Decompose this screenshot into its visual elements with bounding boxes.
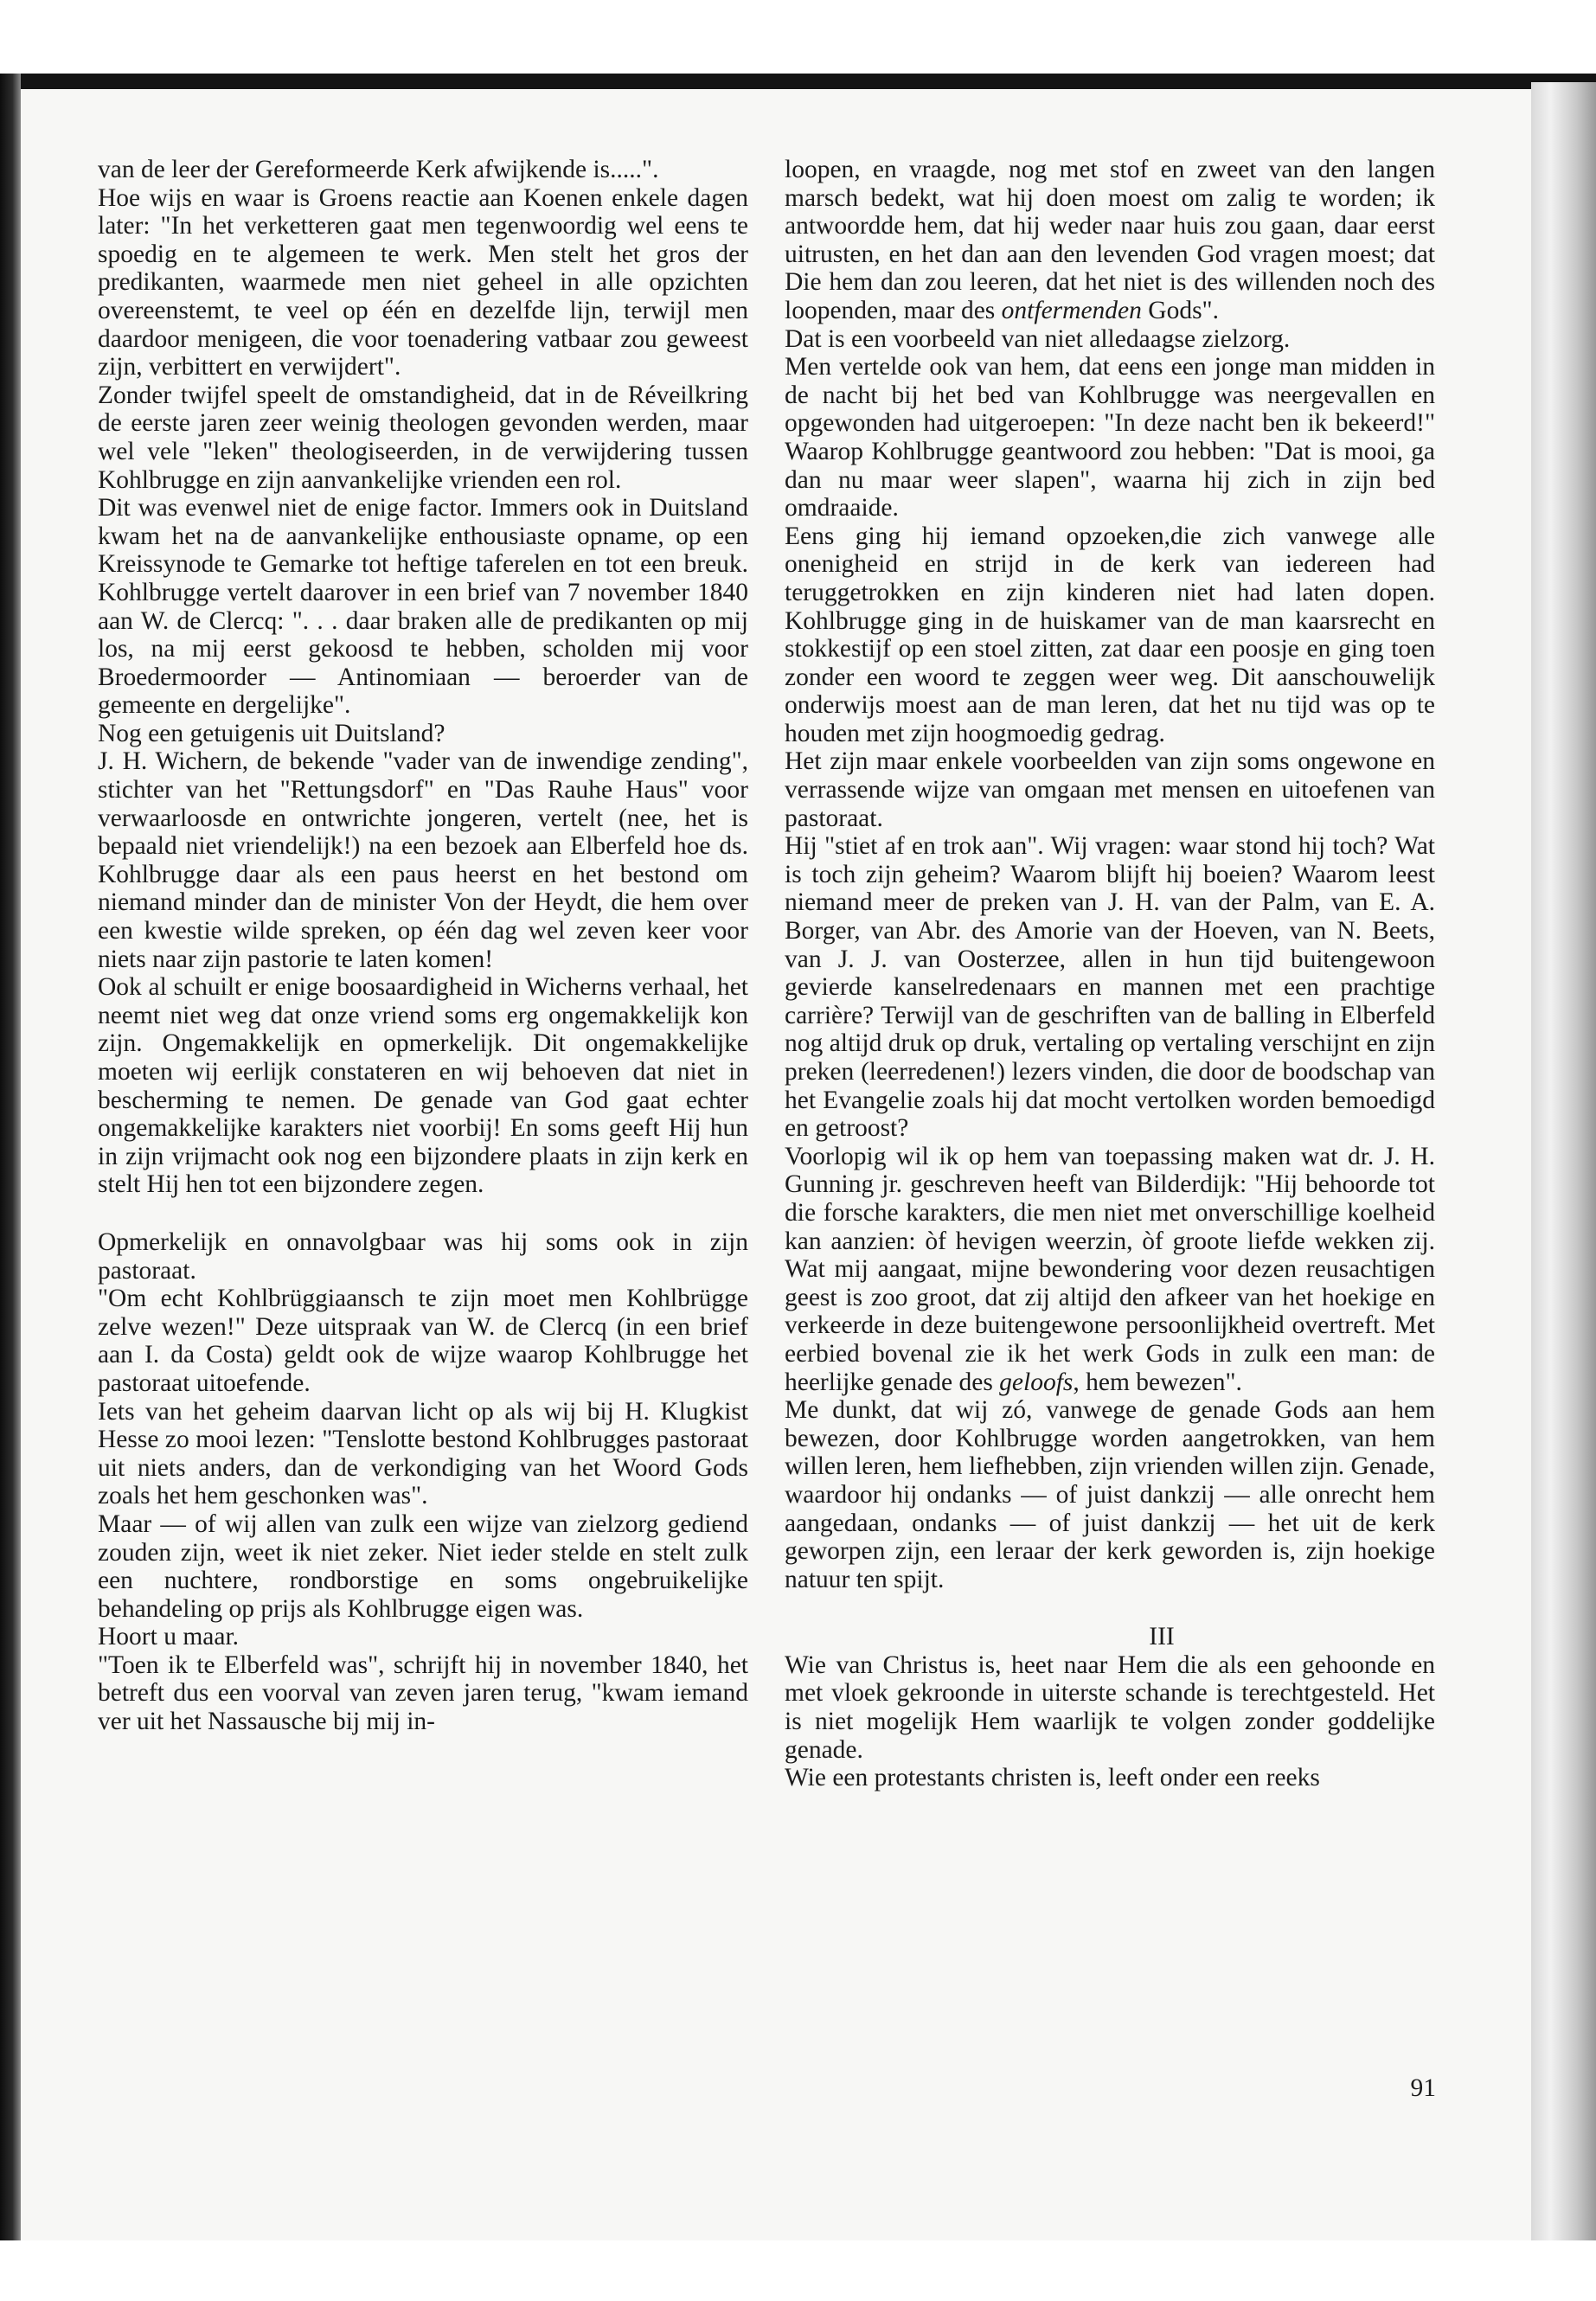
paragraph: Hoort u maar.: [98, 1623, 240, 1651]
paragraph: "Om echt Kohlbrüggiaansch te zijn moet men Kohlbrügge zelve wezen!" Deze uitspraak van W. de Clercq (in een brief aan I. da Costa) geldt ook de wijze waarop Kohlbrugge het pastoraat uitoefende.: [98, 1285, 748, 1397]
page-stack-edge: [1531, 82, 1596, 2262]
page-number: 91: [1410, 2074, 1436, 2102]
left-text-column: [98, 156, 748, 1736]
book-spine-edge: [0, 74, 21, 2262]
paragraph: Me dunkt, dat wij zó, vanwege de genade Gods aan hem bewezen, door Kohlbrugge worden aangetrokken, van hem willen leren, hem liefhebben, zijn vrienden willen zijn. Genade, waardoor hij ondanks — of juist dankzij — alle onrecht hem aangedaan, ondanks — of juist dankzij — het uit de kerk geworpen zijn, een leraar der kerk geworden is, zijn hoekige natuur ten spijt.: [785, 1396, 1435, 1593]
emphasis-text: ontfermenden: [1001, 296, 1142, 324]
paragraph: Opmerkelijk en onnavolgbaar was hij soms ook in zijn pastoraat.: [98, 1227, 748, 1285]
text-run: Voorlopig wil ik op hem van toepassing maken wat dr. J. H. Gunning jr. geschreven heeft van Bilderdijk: "Hij behoorde tot die forsche karakters, die men niet met onverschillige koelheid kan aanzien: òf hevigen weerzin, òf groote liefde wekken zij. Wat mij aangaat, mijne bewondering voor dezen reusachtigen geest is zoo groot, dat zij altijd den afkeer van het hoekige en verkeerde in deze buitengewone persoonlijkheid overtreft. Met eerbied bovenal zie ik het werk Gods in zulk een man: de heerlijke genade des: [785, 1142, 1435, 1396]
paragraph: "Toen ik te Elberfeld was", schrijft hij in november 1840, het betreft dus een voorval van zeven jaren terug, "kwam iemand ver uit het Nassausche bij mij in-: [98, 1650, 748, 1736]
paragraph: Iets van het geheim daarvan licht op als wij bij H. Klugkist Hesse zo mooi lezen: "Tenslotte bestond Kohlbrugges pastoraat uit niets anders, dan de verkondiging van het Woord Gods zoals het hem geschonken was".: [98, 1397, 748, 1510]
paragraph: Hoe wijs en waar is Groens reactie aan Koenen enkele dagen later: "In het verketteren gaat men tegenwoordig wel eens te spoedig en te algemeen te werk. Men stelt het gros der predikanten, waarmede men niet geheel in alle opzichten overeenstemt, te veel op één en dezelfde lijn, terwijl men daardoor menigeen, die voor toenadering vatbaar zou geweest zijn, verbittert en verwijdert".: [98, 183, 748, 381]
paragraph: Dit was evenwel niet de enige factor. Immers ook in Duitsland kwam het na de aanvankelijke enthousiaste opname, op een Kreissynode te Gemarke tot heftige taferelen en tot een breuk. Kohlbrugge vertelt daarover in een brief van 7 november 1840 aan W. de Clercq: ". . . daar braken alle de predikanten op mij los, na mij eerst gekoosd te hebben, scholden mij voor Broedermoorder — Antinomiaan — beroerder van de gemeente en dergelijke".: [98, 494, 748, 720]
emphasis-text: geloofs: [999, 1368, 1074, 1396]
paragraph: Ook al schuilt er enige boosaardigheid in Wicherns verhaal, het neemt niet weg dat onze vriend soms erg ongemakkelijk kon zijn. Ongemakkelijk en opmerkelijk. Dit ongemakkelijke moeten wij eerlijk constateren en wij behoeven dat niet in bescherming te nemen. De genade van God gaat echter ongemakkelijke karakters niet voorbij! En soms geeft Hij hun in zijn vrijmacht ook nog een bijzondere plaats in zijn kerk en stelt Hij hen tot een bijzondere zegen.: [98, 973, 748, 1199]
section-heading: III: [1149, 1623, 1175, 1651]
paragraph: J. H. Wichern, de bekende "vader van de inwendige zending", stichter van het "Rettungsdorf" en "Das Rauhe Haus" voor verwaarloosde en ontwrichte jongeren, vertelt (nee, het is bepaald niet vriendelijk!) na een bezoek aan Elberfeld hoe ds. Kohlbrugge daar als een paus heerst en het bestond om niemand minder dan de minister Von der Heydt, die hem over een kwestie wilde spreken, op één dag wel zeven keer voor niets naar zijn pastorie te laten komen!: [98, 747, 748, 973]
paragraph: Maar — of wij allen van zulk een wijze van zielzorg gediend zouden zijn, weet ik niet zeker. Niet ieder stelde en stelt zulk een nuchtere, rondborstige en soms ongebruikelijke behandeling op prijs als Kohlbrugge eigen was.: [98, 1509, 748, 1623]
text-run: loopen, en vraagde, nog met stof en zweet van den langen marsch bedekt, wat hij doen moest om zalig te worden; ik antwoordde hem, dat hij weder naar huis zou gaan, daar eerst uitrusten, en het dan aan den levenden God vragen moest; dat Die hem dan zou leeren, dat het niet is des willenden noch des loopenden, maar des: [785, 156, 1435, 324]
scan-top-margin: [0, 0, 1596, 74]
paragraph: Wie van Christus is, heet naar Hem die als een gehoonde en met vloek gekroonde in uiterste schande is terechtgesteld. Het is niet mogelijk Hem waarlijk te volgen zonder goddelijke genade.: [785, 1650, 1435, 1764]
paragraph: Eens ging hij iemand opzoeken,die zich vanwege alle onenigheid en strijd in de kerk van iedereen had teruggetrokken en zijn kinderen niet had laten dopen. Kohlbrugge ging in de huiskamer van de man kaarsrecht en stokkestijf op een stoel zitten, zat daar een poosje en ging toen zonder een woord te zeggen weer weg. Dit aanschouwelijk onderwijs moest aan de man leren, dat het nu tijd was op te houden met zijn hoogmoedig gedrag.: [785, 522, 1435, 747]
paragraph: Dat is een voorbeeld van niet alledaagse zielzorg.: [785, 324, 1291, 353]
text-run: , hem bewezen".: [1073, 1368, 1242, 1396]
paragraph: van de leer der Gereformeerde Kerk afwijkende is.....".: [98, 156, 659, 183]
paragraph: [785, 1143, 1435, 1396]
paragraph: Men vertelde ook van hem, dat eens een jonge man midden in de nacht bij het bed van Kohlbrugge was neergevallen en opgewonden had uitgeroepen: "In deze nacht ben ik bekeerd!" Waarop Kohlbrugge geantwoord zou hebben: "Dat is mooi, ga dan nu maar weer slapen", waarna hij zich in zijn bed omdraaide.: [785, 353, 1435, 522]
paragraph: [785, 156, 1435, 325]
text-run: Gods".: [1141, 296, 1219, 324]
scan-top-edge: [0, 74, 1596, 89]
paragraph: Nog een getuigenis uit Duitsland?: [98, 719, 445, 747]
paragraph: Het zijn maar enkele voorbeelden van zijn soms ongewone en verrassende wijze van omgaan met mensen en uitoefenen van pastoraat.: [785, 747, 1435, 832]
paragraph: Wie een protestants christen is, leeft onder een reeks: [785, 1764, 1320, 1792]
scan-bottom-margin: [0, 2240, 1596, 2301]
right-text-column: [785, 156, 1435, 1792]
paragraph: Hij "stiet af en trok aan". Wij vragen: waar stond hij toch? Wat is toch zijn geheim? Waarom blijft hij boeien? Waarom leest niemand meer de preken van J. H. van der Palm, van E. A. Borger, van Abr. des Amorie van der Hoeven, van N. Beets, van J. J. van Oosterzee, allen in hun tijd buitengewoon gevierde kanselredenaars en mannen met een prachtige carrière? Terwijl van de geschriften van de balling in Elberfeld nog altijd druk op druk, vertaling op vertaling verschijnt en zijn preken (leerredenen!) lezers vinden, die door de boodschap van het Evangelie zoals hij dat mocht vertolken worden bemoedigd en getroost?: [785, 832, 1435, 1143]
paragraph: Zonder twijfel speelt de omstandigheid, dat in de Réveilkring de eerste jaren zeer weinig theologen gevonden werden, maar wel vele "leken" theologiseerden, in de verwijdering tussen Kohlbrugge en zijn aanvankelijke vrienden een rol.: [98, 381, 748, 494]
